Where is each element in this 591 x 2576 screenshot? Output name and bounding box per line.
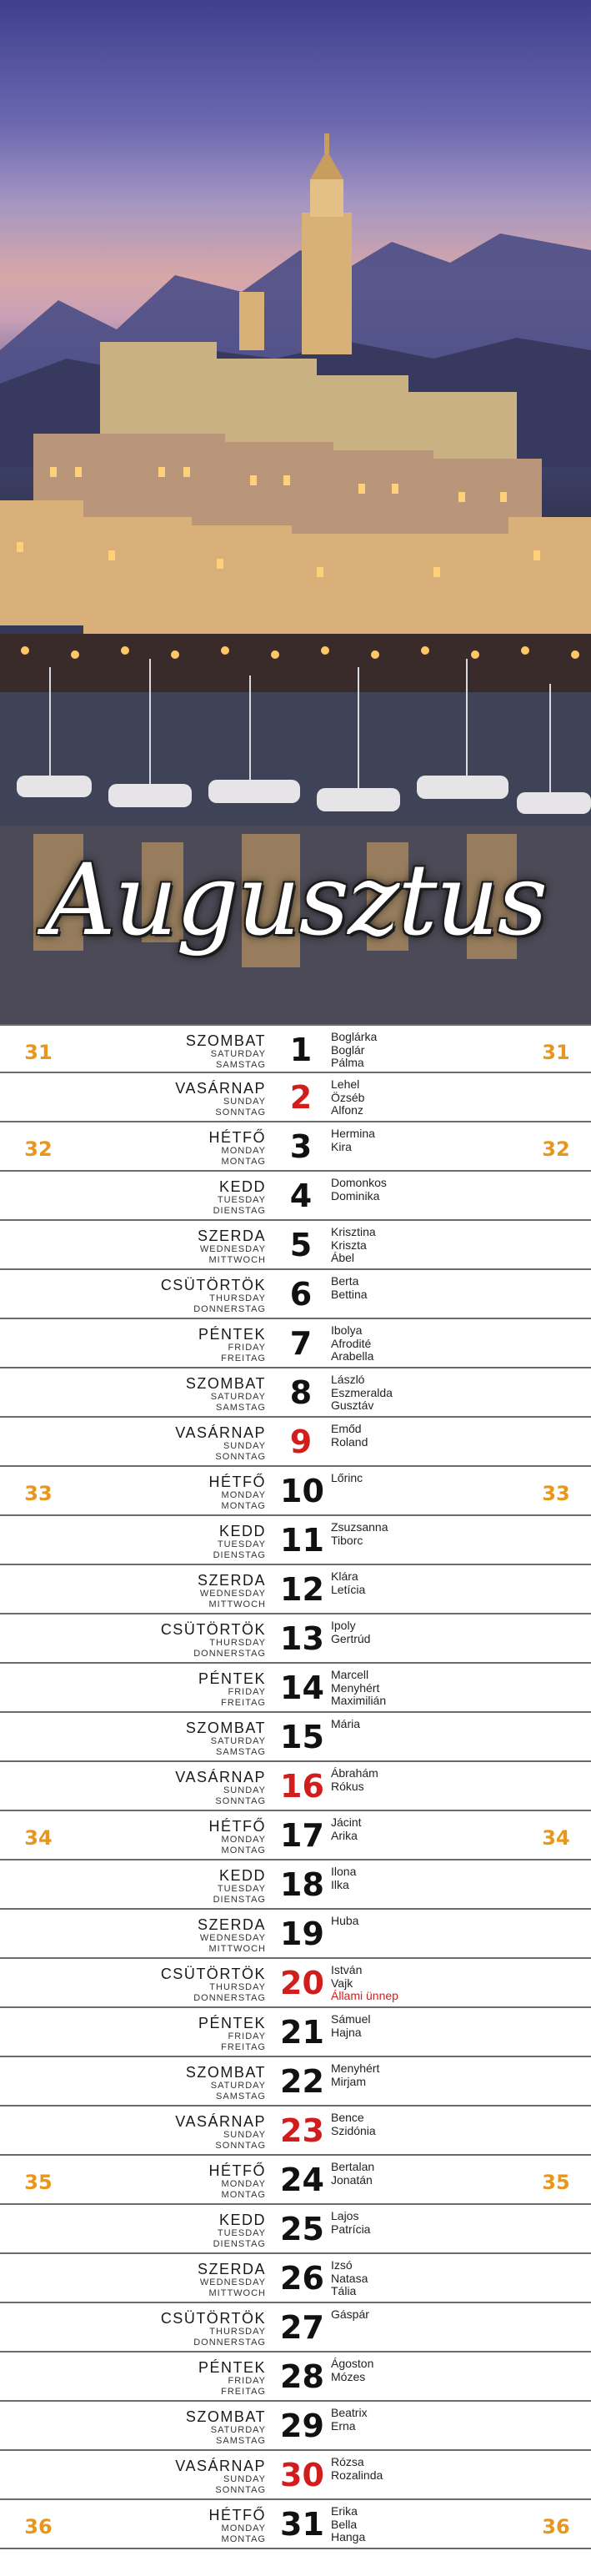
namedays [331, 1078, 364, 1117]
weekday-names [209, 2508, 267, 2544]
nameday-name: Gusztáv [331, 1398, 374, 1412]
weekday-hungarian: SZERDA [197, 1916, 266, 1933]
nameday-name: Sámuel [331, 2012, 371, 2026]
weekday-german: FREITAG [221, 2042, 266, 2052]
nameday-name: István [331, 1963, 363, 1976]
week-number-left: 32 [24, 1137, 53, 1161]
weekday-english: TUESDAY [217, 1195, 266, 1205]
weekday-german: MONTAG [221, 2534, 266, 2544]
weekday-english: SUNDAY [223, 2130, 266, 2140]
day-number: 10 [280, 1473, 324, 1509]
weekday-names [209, 1819, 267, 1855]
weekday-german: FREITAG [221, 2387, 266, 2397]
day-row [0, 2156, 591, 2205]
nameday-name: Mária [331, 1717, 361, 1730]
day-row [0, 1221, 591, 1270]
weekday-hungarian: SZERDA [197, 1572, 266, 1589]
weekday-names [213, 2212, 266, 2249]
day-row [0, 2402, 591, 2451]
weekday-names [175, 1081, 266, 1117]
day-row [0, 1368, 591, 1418]
header-photo [0, 0, 591, 1024]
weekday-hungarian: KEDD [218, 1867, 266, 1884]
weekday-hungarian: SZERDA [197, 2261, 266, 2277]
weekday-english: MONDAY [221, 2179, 266, 2189]
month-title: Augusztus [44, 842, 547, 957]
weekday-names [213, 1179, 266, 1216]
weekday-names [198, 1327, 266, 1363]
namedays [331, 1275, 368, 1301]
nameday-name: Letícia [331, 1582, 366, 1596]
weekday-english: SATURDAY [210, 1736, 266, 1746]
namedays [331, 2161, 374, 2187]
weekday-english: FRIDAY [228, 2376, 266, 2386]
weekday-hungarian: KEDD [218, 1523, 266, 1539]
day-number: 17 [280, 1817, 324, 1854]
weekday-german: SAMSTAG [216, 2091, 266, 2101]
namedays [331, 2358, 373, 2383]
nameday-name: Zsuzsanna [331, 1520, 388, 1534]
namedays [331, 1915, 358, 1928]
week-number-right: 35 [542, 2171, 570, 2194]
week-number-right: 34 [542, 1826, 570, 1850]
weekday-german: MITTWOCH [208, 1599, 266, 1609]
weekday-hungarian: HÉTFŐ [208, 1474, 266, 1490]
weekday-names [198, 1573, 266, 1609]
nameday-name: Ibolya [331, 1323, 363, 1337]
week-number-left: 35 [24, 2171, 53, 2194]
nameday-name: Erna [331, 2418, 356, 2433]
namedays [331, 1373, 393, 1413]
nameday-name: Maximilián [331, 1694, 387, 1707]
nameday-name: Ilka [331, 1877, 349, 1891]
namedays [331, 1816, 362, 1842]
day-row [0, 2008, 591, 2057]
week-number-left: 31 [24, 1041, 53, 1064]
nameday-name: Menyhért [331, 2061, 380, 2075]
day-row [0, 1073, 591, 1122]
nameday-name: Menyhért [331, 1680, 380, 1695]
weekday-german: DIENSTAG [213, 2239, 266, 2249]
nameday-name: Kira [331, 1139, 352, 1153]
weekday-names [198, 1671, 266, 1708]
day-number: 21 [280, 2014, 324, 2051]
weekday-english: WEDNESDAY [199, 2277, 266, 2287]
namedays [331, 1964, 398, 2003]
day-row [0, 1860, 591, 1910]
weekday-english: TUESDAY [217, 2228, 266, 2238]
nameday-name: Ábrahám [331, 1766, 378, 1780]
day-row [0, 2106, 591, 2156]
nameday-name: Lehel [331, 1077, 360, 1091]
namedays [331, 1521, 388, 1547]
weekday-english: THURSDAY [209, 1982, 266, 1992]
weekday-german: FREITAG [221, 1698, 266, 1708]
namedays [331, 1570, 365, 1596]
nameday-name: Bertalan [331, 2160, 375, 2173]
namedays [331, 2308, 369, 2322]
day-row [0, 2205, 591, 2254]
namedays [331, 1423, 368, 1449]
namedays [331, 1767, 378, 1793]
day-number: 1 [289, 1032, 313, 1068]
nameday-name: Arabella [331, 1349, 374, 1363]
day-row [0, 1418, 591, 1467]
weekday-english: FRIDAY [228, 1687, 266, 1697]
weekday-hungarian: CSÜTÖRTÖK [160, 1621, 266, 1638]
namedays [331, 2062, 379, 2088]
weekday-english: TUESDAY [217, 1884, 266, 1894]
nameday-name: Hanga [331, 2530, 366, 2543]
namedays [331, 1127, 375, 1153]
nameday-name: Natasa [331, 2271, 368, 2285]
nameday-name: Patrícia [331, 2222, 371, 2236]
weekday-names [161, 1966, 266, 2003]
weekday-hungarian: HÉTFŐ [208, 2162, 266, 2179]
week-number-left: 34 [24, 1826, 53, 1850]
weekday-hungarian: PÉNTEK [198, 2015, 266, 2031]
nameday-name: Krisztina [331, 1225, 376, 1238]
weekday-german: DIENSTAG [213, 1550, 266, 1560]
weekday-german: FREITAG [221, 1353, 266, 1363]
weekday-german: DONNERSTAG [193, 1993, 266, 2003]
nameday-name: Berta [331, 1274, 359, 1288]
nameday-name: Dominika [331, 1188, 380, 1203]
namedays [331, 1472, 363, 1485]
day-number: 11 [280, 1522, 324, 1559]
day-row [0, 1713, 591, 1762]
weekday-names [161, 1278, 266, 1314]
day-row [0, 1614, 591, 1664]
nameday-name: Mirjam [331, 2074, 366, 2088]
weekday-english: MONDAY [221, 1146, 266, 1156]
namedays [331, 2407, 368, 2433]
day-row [0, 1959, 591, 2008]
day-number: 19 [280, 1916, 324, 1952]
weekday-names [175, 1425, 266, 1462]
weekday-hungarian: VASÁRNAP [175, 2458, 266, 2474]
weekday-german: SONNTAG [215, 1107, 266, 1117]
nameday-name: Özséb [331, 1090, 365, 1104]
day-row [0, 2057, 591, 2106]
nameday-name: Huba [331, 1914, 359, 1927]
weekday-german: DONNERSTAG [193, 2337, 266, 2348]
day-row [0, 2500, 591, 2549]
weekday-german: SONNTAG [215, 1452, 266, 1462]
weekday-names [209, 1130, 267, 1167]
weekday-hungarian: SZERDA [197, 1228, 266, 1244]
weekday-german: MITTWOCH [208, 1255, 266, 1265]
weekday-english: FRIDAY [228, 1343, 266, 1353]
day-row [0, 1467, 591, 1516]
day-row [0, 1319, 591, 1368]
namedays [331, 1324, 373, 1363]
weekday-names [186, 1720, 266, 1757]
weekday-german: DIENSTAG [213, 1206, 266, 1216]
weekday-english: THURSDAY [209, 1293, 266, 1303]
weekday-names [213, 1868, 266, 1905]
weekday-names [186, 2065, 266, 2101]
nameday-name: Lajos [331, 2209, 359, 2222]
day-row [0, 1762, 591, 1811]
holiday-label: Állami ünnep [331, 1989, 398, 2002]
day-row [0, 1122, 591, 1172]
nameday-name: Erika [331, 2504, 358, 2518]
weekday-hungarian: VASÁRNAP [175, 2113, 266, 2130]
weekday-hungarian: KEDD [218, 1178, 266, 1195]
weekday-names [186, 1033, 266, 1070]
day-number: 13 [280, 1620, 324, 1657]
weekday-hungarian: VASÁRNAP [175, 1769, 266, 1785]
nameday-name: László [331, 1373, 365, 1386]
weekday-hungarian: SZOMBAT [185, 1720, 266, 1736]
day-number: 31 [280, 2506, 324, 2543]
day-number: 14 [280, 1670, 324, 1706]
day-number: 12 [280, 1571, 324, 1608]
weekday-hungarian: VASÁRNAP [175, 1080, 266, 1097]
day-number: 26 [280, 2260, 324, 2297]
weekday-english: THURSDAY [209, 1638, 266, 1648]
nameday-name: Ágoston [331, 2357, 374, 2370]
nameday-name: Eszmeralda [331, 1385, 393, 1399]
day-number: 3 [289, 1128, 313, 1165]
weekday-hungarian: PÉNTEK [198, 2359, 266, 2376]
weekday-names [175, 2458, 266, 2495]
weekday-german: MONTAG [221, 1501, 266, 1511]
day-number: 18 [280, 1866, 324, 1903]
nameday-name: Mózes [331, 2369, 366, 2383]
day-row [0, 1664, 591, 1713]
weekday-english: WEDNESDAY [199, 1933, 266, 1943]
nameday-name: Izsó [331, 2258, 353, 2272]
weekday-english: SATURDAY [210, 2081, 266, 2091]
weekday-names [186, 2409, 266, 2446]
weekday-english: SUNDAY [223, 1785, 266, 1795]
calendar-days [0, 1024, 591, 2549]
namedays [331, 1177, 387, 1203]
weekday-english: WEDNESDAY [199, 1589, 266, 1599]
weekday-english: SUNDAY [223, 2474, 266, 2484]
week-number-right: 32 [542, 1137, 570, 1161]
weekday-hungarian: SZOMBAT [185, 1375, 266, 1392]
nameday-name: Ábel [331, 1251, 355, 1264]
weekday-german: SONNTAG [215, 2141, 266, 2151]
nameday-name: Hajna [331, 2025, 362, 2039]
namedays [331, 2210, 370, 2236]
nameday-name: Tiborc [331, 1533, 363, 1547]
weekday-hungarian: HÉTFŐ [208, 1129, 266, 1146]
namedays [331, 1031, 377, 1070]
weekday-names [161, 1622, 266, 1659]
nameday-name: Klára [331, 1569, 358, 1583]
weekday-english: MONDAY [221, 1835, 266, 1845]
weekday-names [198, 2360, 266, 2397]
weekday-names [186, 1376, 266, 1413]
namedays [331, 1865, 356, 1891]
day-number: 9 [289, 1424, 313, 1460]
nameday-name: Afrodité [331, 1336, 372, 1350]
weekday-hungarian: SZOMBAT [185, 2408, 266, 2425]
nameday-name: Szidónia [331, 2123, 376, 2137]
nameday-name: Vajk [331, 1976, 353, 1990]
nameday-name: Ipoly [331, 1619, 356, 1632]
weekday-english: SUNDAY [223, 1097, 266, 1107]
day-row [0, 1024, 591, 1073]
nameday-name: Gáspár [331, 2307, 369, 2321]
day-row [0, 1516, 591, 1565]
day-number: 8 [289, 1374, 313, 1411]
day-row [0, 2254, 591, 2303]
nameday-name: Gertrúd [331, 1631, 371, 1645]
weekday-names [198, 2262, 266, 2298]
day-number: 15 [280, 1719, 324, 1755]
weekday-hungarian: HÉTFŐ [208, 1818, 266, 1835]
nameday-name: Jácint [331, 1815, 362, 1829]
nameday-name: Boglárka [331, 1030, 378, 1043]
nameday-name: Kriszta [331, 1238, 367, 1252]
weekday-english: MONDAY [221, 1490, 266, 1500]
nameday-name: Alfonz [331, 1103, 363, 1117]
weekday-names [209, 2163, 267, 2200]
namedays [331, 2013, 370, 2039]
weekday-english: TUESDAY [217, 1539, 266, 1549]
day-number: 29 [280, 2408, 324, 2444]
nameday-name: Bettina [331, 1287, 368, 1301]
weekday-names [198, 1917, 266, 1954]
day-number: 24 [280, 2162, 324, 2198]
weekday-german: MONTAG [221, 1845, 266, 1855]
week-number-right: 33 [542, 1482, 570, 1505]
weekday-german: MONTAG [221, 2190, 266, 2200]
day-number: 5 [289, 1227, 313, 1263]
namedays [331, 1226, 376, 1265]
weekday-hungarian: PÉNTEK [198, 1670, 266, 1687]
weekday-hungarian: CSÜTÖRTÖK [160, 1277, 266, 1293]
weekday-names [209, 1474, 267, 1511]
nameday-name: Marcell [331, 1668, 369, 1681]
nameday-name: Jonatán [331, 2172, 373, 2187]
day-number: 28 [280, 2358, 324, 2395]
weekday-names [198, 2016, 266, 2052]
nameday-name: Rozalinda [331, 2468, 383, 2482]
namedays [331, 2112, 376, 2137]
namedays [331, 2259, 368, 2298]
nameday-name: Bence [331, 2111, 364, 2124]
day-number: 16 [280, 1768, 324, 1805]
weekday-english: MONDAY [221, 2523, 266, 2533]
day-number: 6 [289, 1276, 313, 1313]
day-number: 2 [289, 1079, 313, 1116]
week-number-right: 31 [542, 1041, 570, 1064]
day-number: 30 [280, 2457, 324, 2493]
weekday-german: SAMSTAG [216, 1060, 266, 1070]
weekday-hungarian: CSÜTÖRTÖK [160, 1966, 266, 1982]
namedays [331, 1619, 370, 1645]
weekday-german: DIENSTAG [213, 1895, 266, 1905]
weekday-hungarian: KEDD [218, 2212, 266, 2228]
weekday-german: SAMSTAG [216, 2436, 266, 2446]
weekday-german: SONNTAG [215, 1796, 266, 1806]
day-number: 22 [280, 2063, 324, 2100]
weekday-english: SATURDAY [210, 2425, 266, 2435]
weekday-names [175, 2114, 266, 2151]
weekday-german: SAMSTAG [216, 1747, 266, 1757]
day-row [0, 1811, 591, 1860]
day-row [0, 1910, 591, 1959]
week-number-left: 33 [24, 1482, 53, 1505]
day-row [0, 1270, 591, 1319]
weekday-english: WEDNESDAY [199, 1244, 266, 1254]
nameday-name: Hermina [331, 1127, 375, 1140]
weekday-german: MITTWOCH [208, 1944, 266, 1954]
nameday-name: Lőrinc [331, 1471, 363, 1484]
day-row [0, 2451, 591, 2500]
weekday-hungarian: SZOMBAT [185, 1032, 266, 1049]
nameday-name: Bella [331, 2517, 358, 2531]
nameday-name: Rókus [331, 1779, 364, 1793]
nameday-name: Tália [331, 2284, 357, 2297]
nameday-name: Pálma [331, 1056, 364, 1069]
week-number-right: 36 [542, 2515, 570, 2538]
weekday-names [198, 1228, 266, 1265]
day-number: 20 [280, 1965, 324, 2001]
day-number: 27 [280, 2309, 324, 2346]
weekday-english: SATURDAY [210, 1049, 266, 1059]
day-row [0, 2353, 591, 2402]
namedays [331, 2505, 365, 2544]
nameday-name: Arika [331, 1828, 358, 1842]
namedays [331, 1718, 360, 1731]
weekday-names [213, 1524, 266, 1560]
weekday-english: SATURDAY [210, 1392, 266, 1402]
weekday-german: MITTWOCH [208, 2288, 266, 2298]
weekday-names [175, 1770, 266, 1806]
nameday-name: Rózsa [331, 2455, 364, 2468]
nameday-name: Beatrix [331, 2406, 368, 2419]
nameday-name: Emőd [331, 1422, 362, 1435]
weekday-german: DONNERSTAG [193, 1304, 266, 1314]
day-number: 25 [280, 2211, 324, 2247]
weekday-german: MONTAG [221, 1157, 266, 1167]
weekday-names [161, 2311, 266, 2348]
day-row [0, 1172, 591, 1221]
weekday-german: SAMSTAG [216, 1403, 266, 1413]
day-row [0, 2303, 591, 2353]
weekday-hungarian: HÉTFŐ [208, 2507, 266, 2523]
weekday-hungarian: CSÜTÖRTÖK [160, 2310, 266, 2327]
weekday-german: DONNERSTAG [193, 1649, 266, 1659]
day-number: 23 [280, 2112, 324, 2149]
day-row [0, 1565, 591, 1614]
namedays [331, 2456, 383, 2482]
day-number: 7 [289, 1325, 313, 1362]
week-number-left: 36 [24, 2515, 53, 2538]
weekday-english: SUNDAY [223, 1441, 266, 1451]
weekday-hungarian: VASÁRNAP [175, 1424, 266, 1441]
nameday-name: Boglár [331, 1042, 365, 1057]
weekday-english: THURSDAY [209, 2327, 266, 2337]
nameday-name: Domonkos [331, 1176, 387, 1189]
weekday-english: FRIDAY [228, 2031, 266, 2041]
weekday-hungarian: SZOMBAT [185, 2064, 266, 2081]
weekday-hungarian: PÉNTEK [198, 1326, 266, 1343]
namedays [331, 1669, 386, 1708]
nameday-name: Ilona [331, 1865, 357, 1878]
nameday-name: Roland [331, 1434, 368, 1449]
weekday-german: SONNTAG [215, 2485, 266, 2495]
day-number: 4 [289, 1178, 313, 1214]
